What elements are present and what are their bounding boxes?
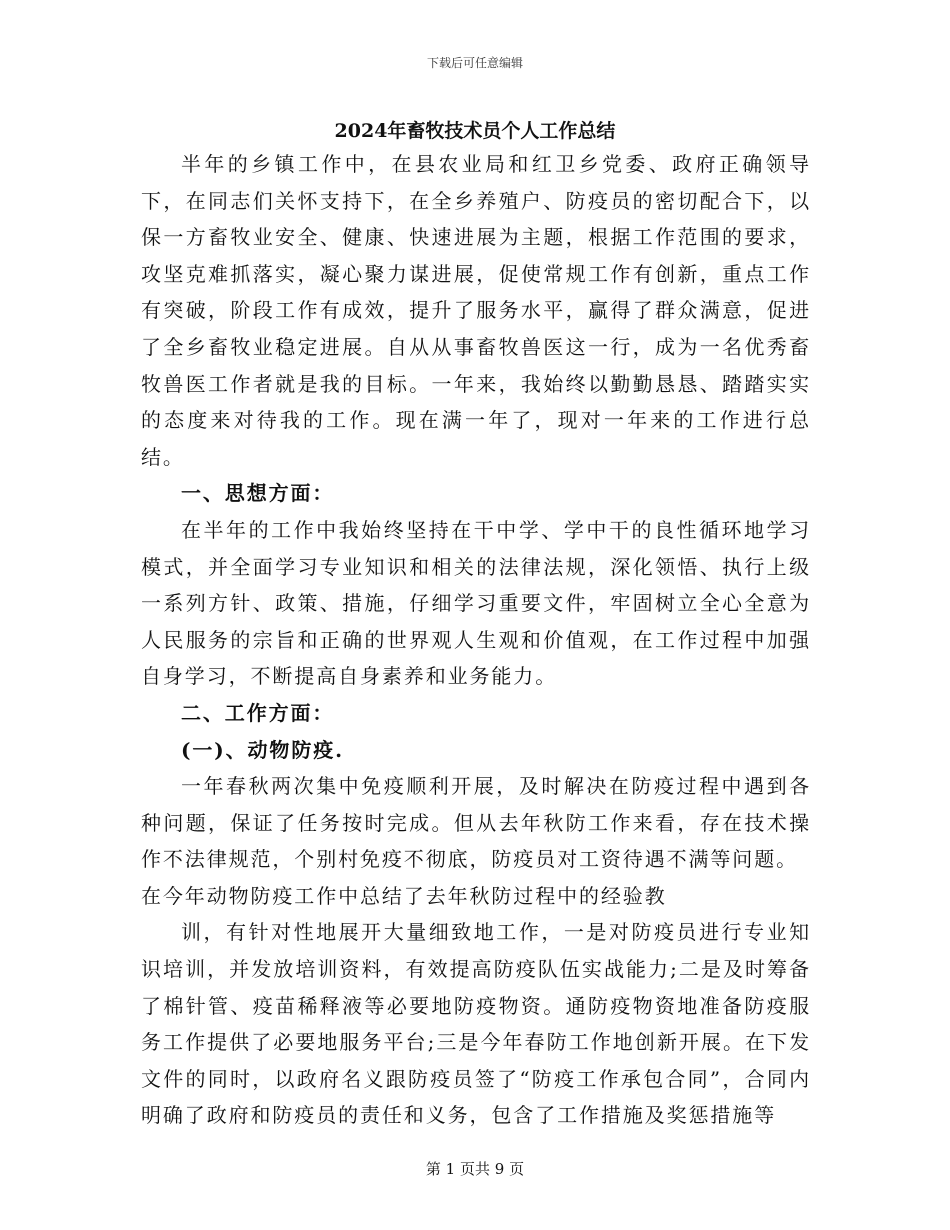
section-heading-thought: 一、思想方面： xyxy=(181,481,335,506)
page-number: 第 1 页共 9 页 xyxy=(425,1160,525,1178)
paragraph-thought: 在半年的工作中我始终坚持在干中学、学中干的良性循环地学习模式，并全面学习专业知识和相关的法律法规，深化领悟、执行上级一系列方针、政策、措施，仔细学习重要文件，牢固树立全心全意为人民服务的宗旨和正确的世界观人生观和价值观，在工作过程中加强自身学习，不断提高自身素养和业务能力。 xyxy=(141,517,811,689)
document-body xyxy=(141,146,811,1134)
paragraph-epidemic-3: 训，有针对性地展开大量细致地工作，一是对防疫员进行专业知识培训，并发放培训资料，有效提高防疫队伍实战能力;二是及时筹备了棉针管、疫苗稀释液等必要地防疫物资。通防疫物资地准备防疫服务工作提供了必要地服务平台;三是今年春防工作地创新开展。在下发文件的同时，以政府名义跟防疫员签了“防疫工作承包合同”，合同内明确了政府和防疫员的责任和义务，包含了工作措施及奖惩措施等 xyxy=(141,920,811,1128)
paragraph-epidemic-2: 在今年动物防疫工作中总结了去年秋防过程中的经验教 xyxy=(141,883,667,908)
header-note: 下载后可任意编辑 xyxy=(426,56,523,70)
subsection-heading-epidemic: (一)、动物防疫. xyxy=(181,737,344,762)
document-title: 2024年畜牧技术员个人工作总结 xyxy=(334,120,616,142)
section-heading-work: 二、工作方面： xyxy=(181,700,335,725)
paragraph-intro: 半年的乡镇工作中，在县农业局和红卫乡党委、政府正确领导下，在同志们关怀支持下，在全乡养殖户、防疫员的密切配合下，以保一方畜牧业安全、健康、快速进展为主题，根据工作范围的要求，攻坚克难抓落实，凝心聚力谋进展，促使常规工作有创新，重点工作有突破，阶段工作有成效，提升了服务水平，赢得了群众满意，促进了全乡畜牧业稳定进展。自从从事畜牧兽医这一行，成为一名优秀畜牧兽医工作者就是我的目标。一年来，我始终以勤勤恳恳、踏踏实实的态度来对待我的工作。现在满一年了，现对一年来的工作进行总结。 xyxy=(141,152,811,469)
paragraph-epidemic-1: 一年春秋两次集中免疫顺利开展，及时解决在防疫过程中遇到各种问题，保证了任务按时完成。但从去年秋防工作来看，存在技术操作不法律规范，个别村免疫不彻底，防疫员对工资待遇不满等问题。 xyxy=(141,774,811,872)
